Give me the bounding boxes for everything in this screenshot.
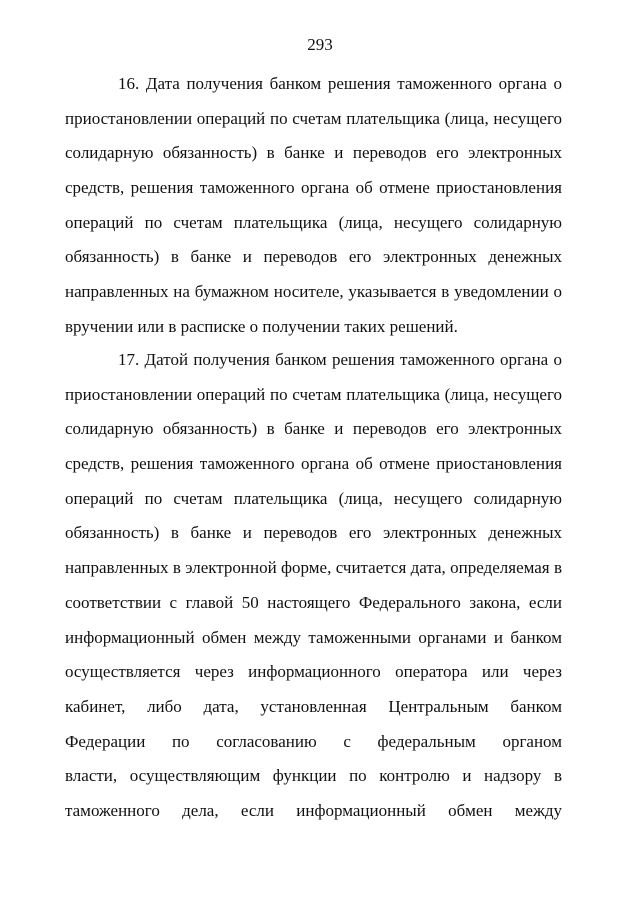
text-line: обязанность) в банке и переводов его электронных денежных bbox=[65, 523, 562, 543]
text-line: средств, решения таможенного органа об отмене приостановления bbox=[65, 454, 562, 474]
text-line: таможенного дела, если информационный обмен между bbox=[65, 800, 562, 820]
text-line: кабинет, либо дата, установленная Центральным банком bbox=[65, 696, 562, 716]
text-line: солидарную обязанность) в банке и переводов его электронных bbox=[65, 419, 562, 439]
paragraph-16 bbox=[65, 67, 562, 345]
text-line: власти, осуществляющим функции по контролю и надзору в bbox=[65, 766, 562, 786]
text-line: 17. Датой получения банком решения таможенного органа о bbox=[118, 350, 562, 369]
text-line: приостановлении операций по счетам плательщика (лица, несущего bbox=[65, 108, 562, 128]
text-line: осуществляется через информационного оператора или через bbox=[65, 662, 562, 682]
text-line: операций по счетам плательщика (лица, несущего солидарную bbox=[65, 212, 562, 232]
text-line: вручении или в расписке о получении таких решений. bbox=[65, 316, 458, 336]
text-line: Федерации по согласованию с федеральным органом bbox=[65, 731, 562, 751]
text-line: соответствии с главой 50 настоящего Федерального закона, если bbox=[65, 592, 562, 612]
text-line: обязанность) в банке и переводов его электронных денежных bbox=[65, 247, 562, 267]
text-line: средств, решения таможенного органа об отмене приостановления bbox=[65, 178, 562, 198]
text-line: направленных в электронной форме, считается дата, определяемая в bbox=[65, 558, 562, 578]
text-line: 16. Дата получения банком решения таможенного органа о bbox=[118, 74, 562, 93]
text-line: операций по счетам плательщика (лица, несущего солидарную bbox=[65, 488, 562, 508]
text-line: информационный обмен между таможенными органами и банком bbox=[65, 627, 562, 647]
text-line: приостановлении операций по счетам плательщика (лица, несущего bbox=[65, 384, 562, 404]
text-line: солидарную обязанность) в банке и переводов его электронных bbox=[65, 143, 562, 163]
page-number: 293 bbox=[307, 35, 333, 54]
paragraph-17 bbox=[65, 343, 562, 829]
text-line: направленных на бумажном носителе, указывается в уведомлении о bbox=[65, 282, 562, 302]
